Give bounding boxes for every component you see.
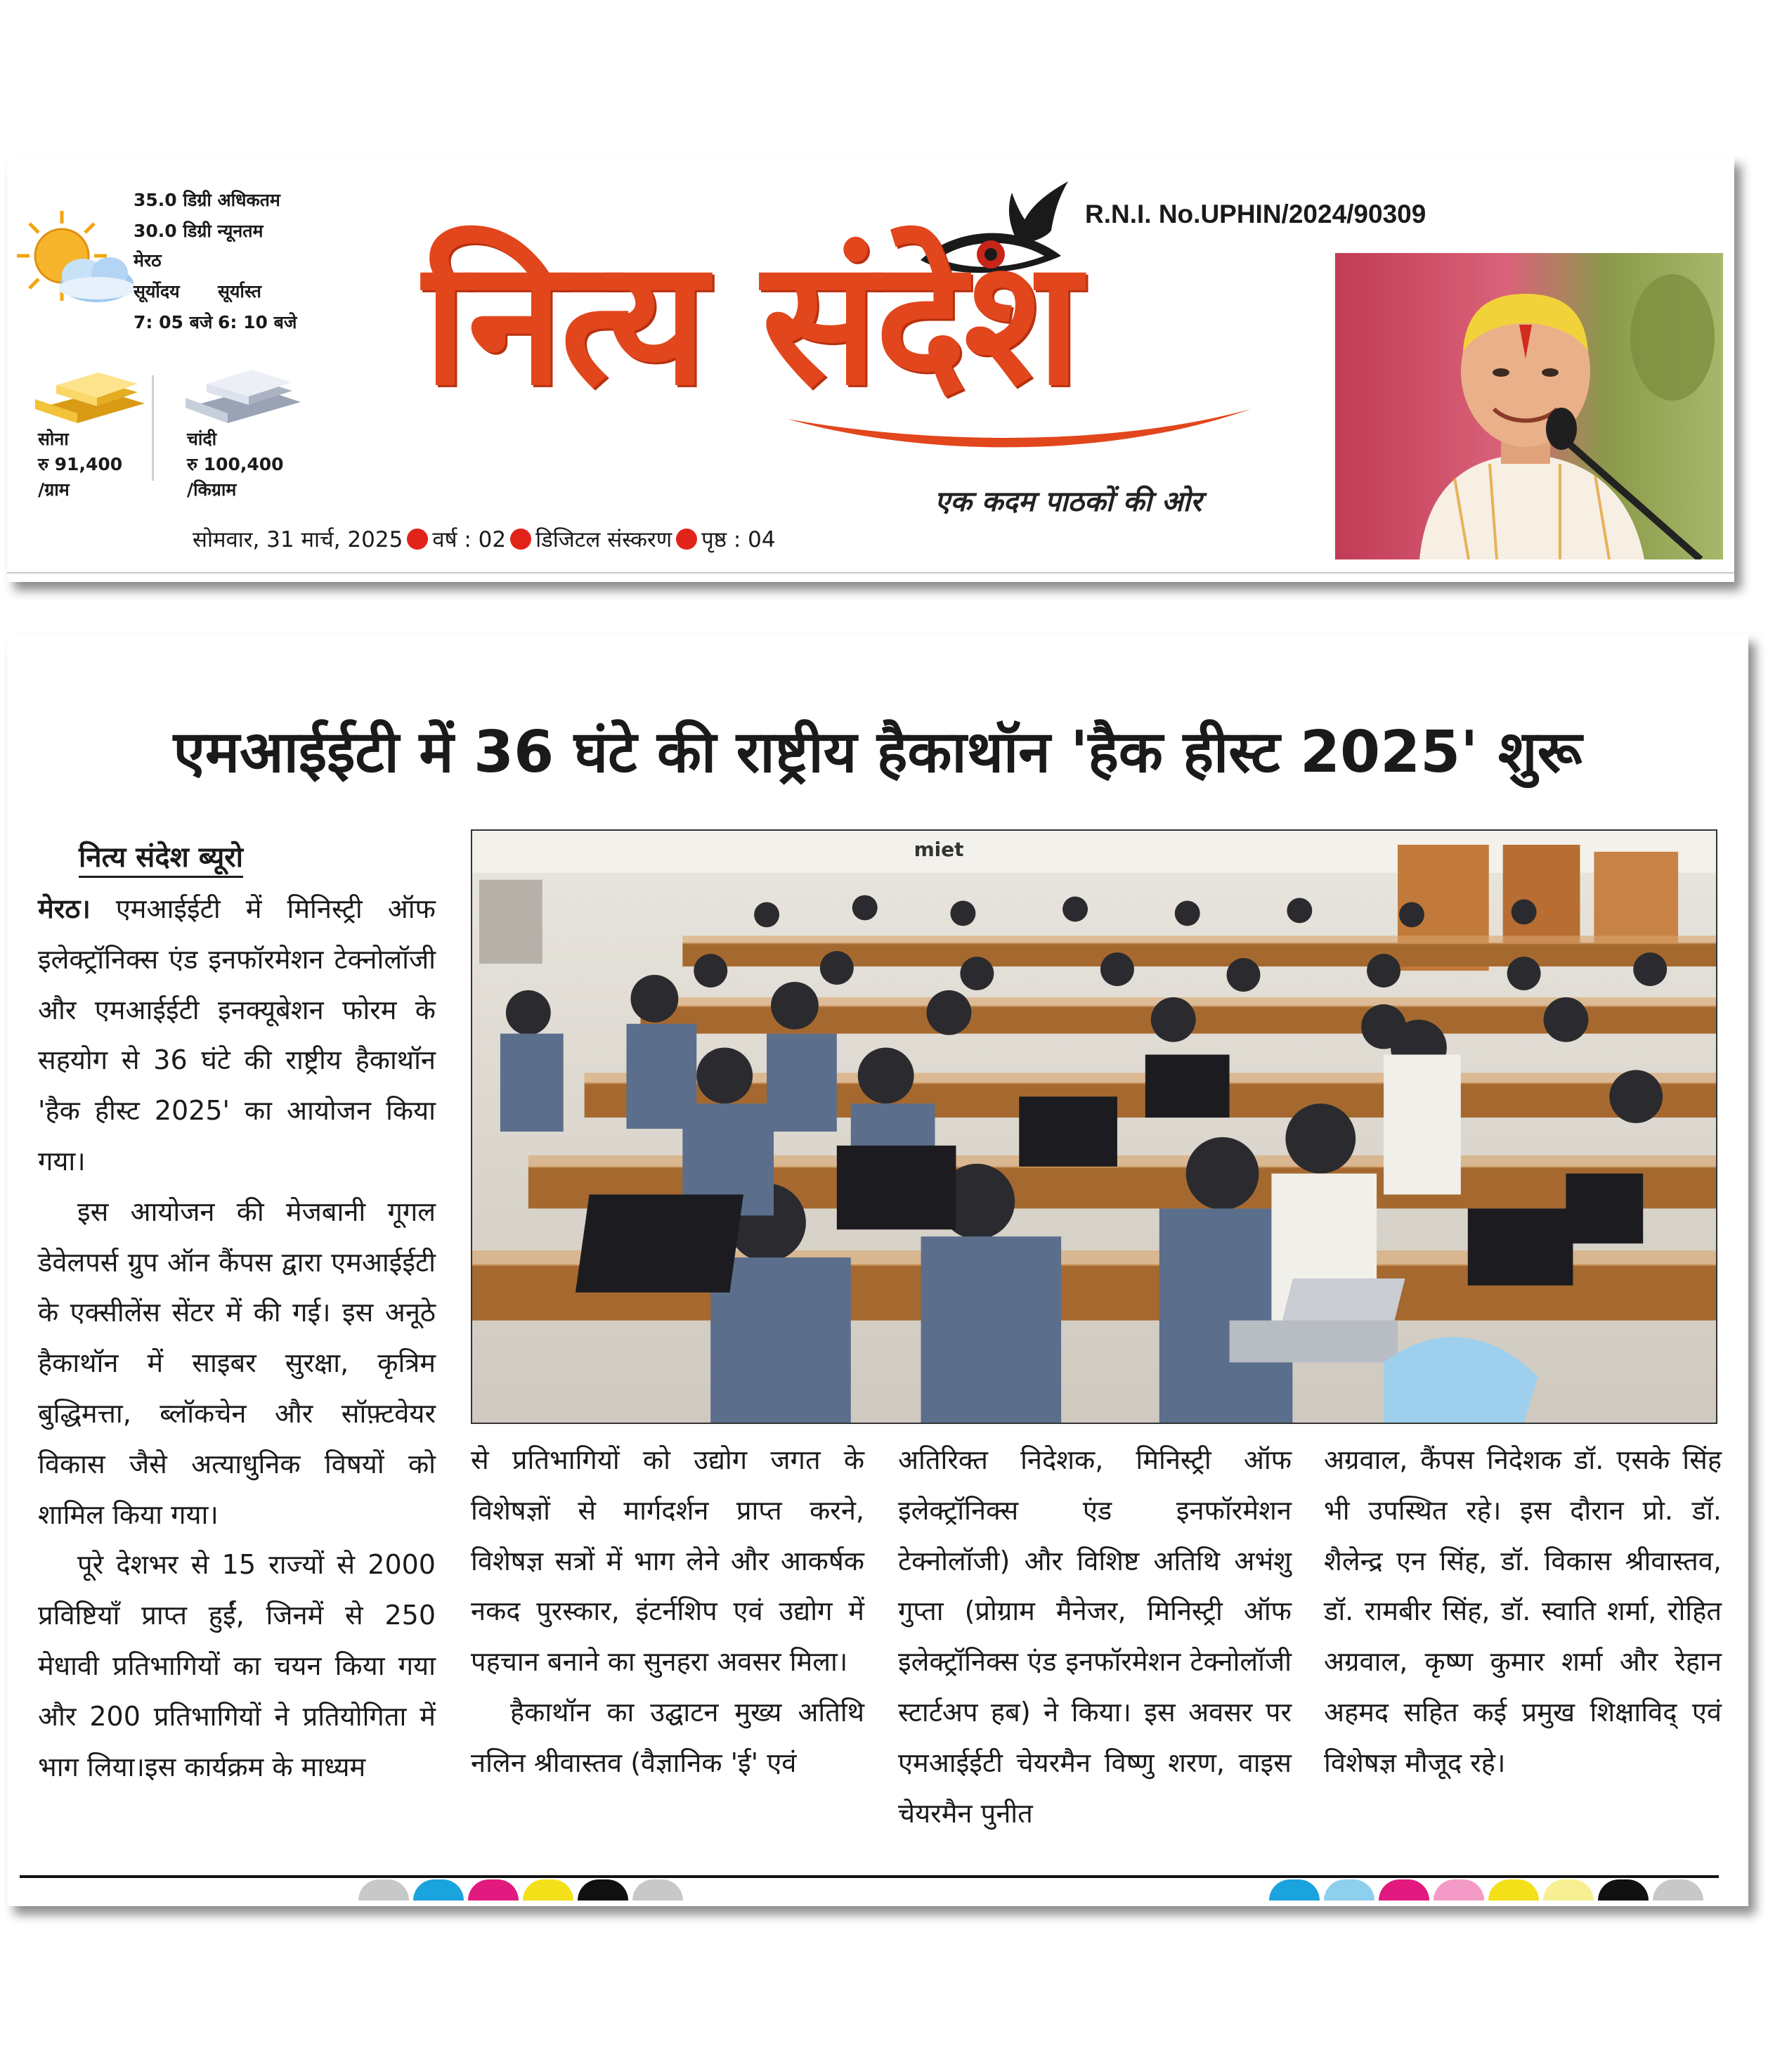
masthead-rule — [7, 572, 1734, 574]
gold-label: सोना — [38, 429, 69, 449]
byline: नित्य संदेश ब्यूरो — [79, 839, 243, 878]
sunset-time: 6: 10 बजे — [218, 312, 297, 332]
issue-year: वर्ष : 02 — [432, 527, 507, 552]
dot-separator — [676, 529, 697, 550]
logo-swoosh — [787, 409, 1251, 458]
speaker-photo — [1335, 253, 1723, 559]
register-mark — [1324, 1879, 1374, 1901]
register-mark — [1543, 1879, 1594, 1901]
sunset-label: सूर्यास्त — [218, 281, 261, 302]
register-mark — [468, 1879, 519, 1901]
issue-edition: डिजिटल संस्करण — [535, 527, 672, 552]
rni-number: R.N.I. No.UPHIN/2024/90309 — [1085, 200, 1426, 228]
masthead — [7, 156, 1734, 582]
paragraph-6: अतिरिक्त निदेशक, मिनिस्ट्री ऑफ इलेक्ट्रॉनिक्स एंड इनफॉरमेशन टेक्नोलॉजी) और विशिष्ट अतिथि अभंशु गुप्ता (प्रोग्राम मैनेजर, मिनिस्ट्री ऑफ इलेक्ट्रॉनिक्स एंड इनफॉरमेशन टेक्नोलॉजी स्टार्टअप हब) ने किया। इस अवसर पर एमआईईटी चेयरमैन विष्णु शरण, वाइस चेयरमैन पुनीत — [898, 1444, 1292, 1829]
register-mark — [1269, 1879, 1320, 1901]
paragraph-5: हैकाथॉन का उद्घाटन मुख्य अतिथि नलिन श्रीवास्तव (वैज्ञानिक 'ई' एवं — [471, 1696, 864, 1778]
article-column-4 — [1324, 1435, 1722, 1789]
dateline-place: मेरठ। — [38, 893, 91, 924]
issue-date: सोमवार, 31 मार्च, 2025 — [193, 527, 403, 552]
bottom-rule — [20, 1875, 1719, 1878]
sunrise-time: 7: 05 बजे — [134, 312, 213, 332]
register-mark — [523, 1879, 573, 1901]
silver-label: चांदी — [187, 429, 217, 449]
register-mark — [1653, 1879, 1703, 1901]
gold-price: रु 91,400 — [38, 454, 123, 474]
silver-bars-icon — [181, 364, 305, 427]
register-mark — [578, 1879, 628, 1901]
register-mark — [1379, 1879, 1429, 1901]
register-mark — [358, 1879, 409, 1901]
headline: एमआईईटी में 36 घंटे की राष्ट्रीय हैकाथॉन 'हैक हीस्ट 2025' शुरू — [173, 719, 1582, 786]
sun-cloud-icon — [13, 205, 139, 311]
article-column-2 — [471, 1435, 864, 1789]
register-mark — [413, 1879, 464, 1901]
paragraph-2: इस आयोजन की मेजबानी गूगल डेवेलपर्स ग्रुप ऑन कैंपस द्वारा एमआईईटी के एक्सीलेंस सेंटर में की गई। इस अनूठे हैकाथॉन में साइबर सुरक्षा, कृत्रिम बुद्धिमत्ता, ब्लॉकचेन और सॉफ़्टवेयर विकास जैसे अत्याधुनिक विषयों को शामिल किया गया। — [38, 1196, 436, 1530]
gold-bars-icon — [28, 367, 152, 427]
register-mark — [632, 1879, 683, 1901]
silver-unit: /किग्राम — [187, 479, 237, 500]
article — [7, 634, 1748, 1906]
max-temp: 35.0 डिग्री अधिकतम — [134, 190, 280, 210]
dot-separator — [510, 529, 531, 550]
color-register-marks-left — [358, 1879, 683, 1901]
article-column-3 — [898, 1435, 1292, 1839]
city: मेरठ — [134, 250, 162, 271]
register-mark — [1598, 1879, 1649, 1901]
paragraph-1: एमआईईटी में मिनिस्ट्री ऑफ इलेक्ट्रॉनिक्स एंड इनफॉरमेशन टेक्नोलॉजी और एमआईईटी इनक्यूबेशन फोरम के सहयोग से 36 घंटे की राष्ट्रीय हैकाथॉन 'हैक हीस्ट 2025' का आयोजन किया गया। — [38, 893, 436, 1177]
dot-separator — [407, 529, 428, 550]
register-mark — [1488, 1879, 1539, 1901]
silver-price: रु 100,400 — [187, 454, 284, 474]
sunrise-label: सूर्योदय — [134, 281, 180, 302]
paragraph-7: अग्रवाल, कैंपस निदेशक डॉ. एसके सिंह भी उपस्थित रहे। इस दौरान प्रो. डॉ. शैलेन्द्र एन सिंह, डॉ. विकास श्रीवास्तव, डॉ. रामबीर सिंह, डॉ. स्वाति शर्मा, रोहित अग्रवाल, कृष्ण कुमार शर्मा और रेहान अहमद सहित कई प्रमुख शिक्षाविद् एवं विशेषज्ञ मौजूद रहे। — [1324, 1444, 1722, 1778]
issue-page: पृष्ठ : 04 — [701, 527, 776, 552]
color-register-marks-right — [1269, 1879, 1703, 1901]
metal-divider — [152, 375, 154, 481]
logo-wordmark: नित्य संदेश — [423, 223, 1079, 423]
paragraph-3: पूरे देशभर से 15 राज्यों से 2000 प्रविष्टियाँ प्राप्त हुईं, जिनमें से 250 मेधावी प्रतिभागियों का चयन किया गया और 200 प्रतिभागियों ने प्रतियोगिता में भाग लिया।इस कार्यक्रम के माध्यम — [38, 1549, 436, 1782]
hackathon-photo — [471, 829, 1717, 1424]
gold-unit: /ग्राम — [38, 479, 70, 500]
paragraph-4: से प्रतिभागियों को उद्योग जगत के विशेषज्ञों से मार्गदर्शन प्राप्त करने, विशेषज्ञ सत्रों में भाग लेने और आकर्षक नकद पुरस्कार, इंटर्नशिप एवं उद्योग में पहचान बनाने का सुनहरा अवसर मिला। — [471, 1444, 864, 1678]
article-column-1 — [38, 884, 436, 1792]
min-temp: 30.0 डिग्री न्यूनतम — [134, 221, 264, 241]
miet-sign: miet — [914, 837, 964, 861]
tagline: एक कदम पाठकों की ओर — [935, 485, 1202, 518]
dateline — [193, 522, 776, 557]
register-mark — [1434, 1879, 1484, 1901]
